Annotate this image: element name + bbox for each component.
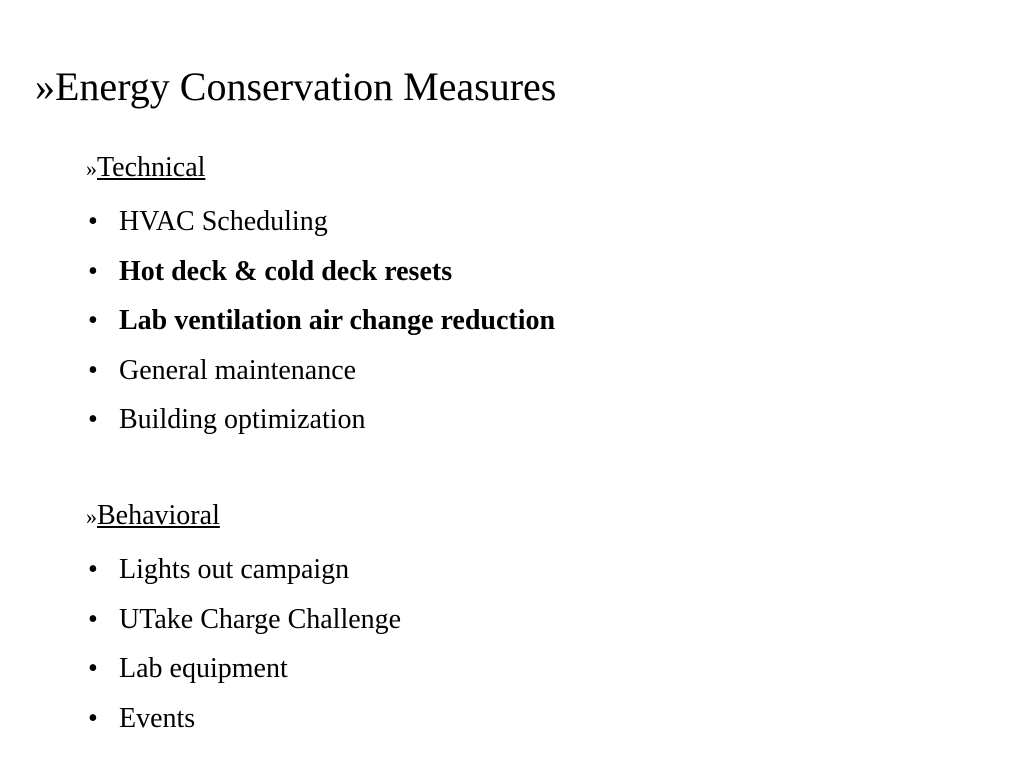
list-item-text: HVAC Scheduling <box>119 206 328 237</box>
section-marker: » <box>86 504 97 529</box>
section-technical <box>86 148 986 445</box>
title-marker: » <box>35 64 55 109</box>
bullet-icon: • <box>88 305 98 336</box>
section-heading-label: Technical <box>97 152 206 183</box>
list-item <box>86 296 986 346</box>
list-item-text: Lab ventilation air change reduction <box>119 305 556 336</box>
bullet-icon: • <box>88 554 98 585</box>
list-item <box>86 595 986 645</box>
section-heading <box>86 148 986 188</box>
list-item-text: Events <box>119 702 196 734</box>
title-text: Energy Conservation Measures <box>55 64 557 109</box>
bullet-icon: • <box>88 206 98 237</box>
list-item-text: Building optimization <box>119 404 366 435</box>
section-behavioral <box>86 496 986 743</box>
bullet-icon: • <box>88 255 98 287</box>
list-item <box>86 644 986 694</box>
list-item <box>86 694 986 744</box>
list-item-text: Hot deck & cold deck resets <box>119 255 453 287</box>
bullet-icon: • <box>88 354 98 386</box>
bullet-list <box>86 545 986 743</box>
section-marker: » <box>86 156 97 181</box>
list-item <box>86 395 986 445</box>
section-heading <box>86 496 986 536</box>
list-item-text: Lab equipment <box>119 653 288 684</box>
list-item <box>86 545 986 595</box>
list-item <box>86 247 986 297</box>
slide-title <box>35 62 556 112</box>
bullet-icon: • <box>88 653 98 684</box>
bullet-icon: • <box>88 702 98 734</box>
section-heading-label: Behavioral <box>97 500 220 531</box>
list-item <box>86 346 986 396</box>
bullet-list <box>86 197 986 445</box>
list-item-text: UTake Charge Challenge <box>119 603 402 635</box>
list-item-text: General maintenance <box>119 354 357 386</box>
list-item <box>86 197 986 247</box>
bullet-icon: • <box>88 603 98 635</box>
bullet-icon: • <box>88 404 98 435</box>
list-item-text: Lights out campaign <box>119 554 350 585</box>
